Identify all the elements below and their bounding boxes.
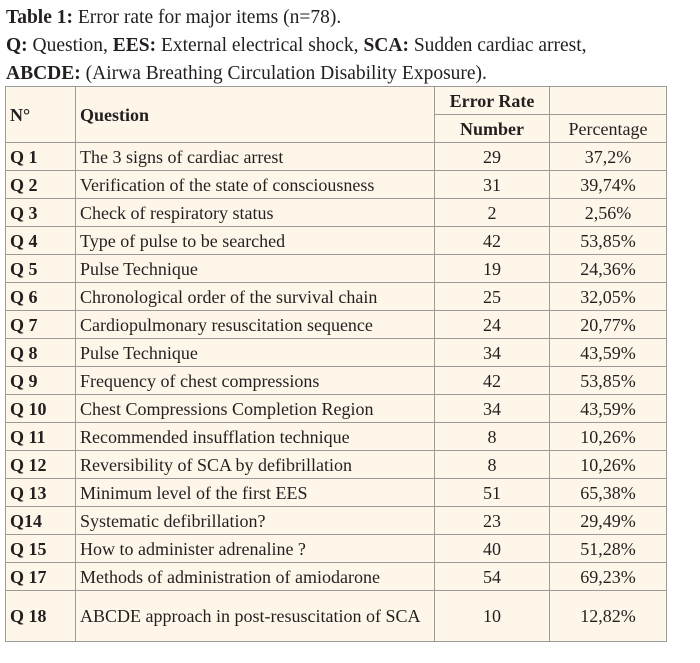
- row-number: 10: [435, 591, 550, 642]
- table-header: [6, 87, 667, 143]
- caption-abbr: Q:: [6, 35, 28, 56]
- header-no: N°: [6, 87, 76, 143]
- table-row: [6, 367, 667, 395]
- row-number: 25: [435, 283, 550, 311]
- row-percentage: 10,26%: [550, 451, 667, 479]
- table-row: [6, 479, 667, 507]
- row-number: 34: [435, 339, 550, 367]
- table-row: [6, 535, 667, 563]
- row-percentage: 29,49%: [550, 507, 667, 535]
- header-number: Number: [435, 115, 550, 143]
- row-question: Methods of administration of amiodarone: [76, 563, 435, 591]
- row-question: ABCDE approach in post-resuscitation of SCA: [76, 591, 435, 642]
- row-id: Q 17: [6, 563, 76, 591]
- caption-abbr: EES:: [112, 35, 157, 56]
- row-percentage: 39,74%: [550, 171, 667, 199]
- row-id: Q 8: [6, 339, 76, 367]
- row-id: Q 2: [6, 171, 76, 199]
- row-percentage: 24,36%: [550, 255, 667, 283]
- row-id: Q14: [6, 507, 76, 535]
- row-question: Systematic defibrillation?: [76, 507, 435, 535]
- table-row: [6, 563, 667, 591]
- row-id: Q 7: [6, 311, 76, 339]
- row-percentage: 53,85%: [550, 367, 667, 395]
- table-row: [6, 143, 667, 171]
- caption-abbr-def: Question,: [27, 35, 113, 56]
- error-rate-table: [5, 86, 667, 642]
- row-number: 51: [435, 479, 550, 507]
- row-number: 54: [435, 563, 550, 591]
- row-question: Check of respiratory status: [76, 199, 435, 227]
- row-id: Q 3: [6, 199, 76, 227]
- row-number: 34: [435, 395, 550, 423]
- caption-line-2: [6, 32, 696, 60]
- row-number: 42: [435, 367, 550, 395]
- row-question: Verification of the state of consciousness: [76, 171, 435, 199]
- row-percentage: 65,38%: [550, 479, 667, 507]
- row-id: Q 4: [6, 227, 76, 255]
- row-number: 29: [435, 143, 550, 171]
- row-percentage: 43,59%: [550, 339, 667, 367]
- row-percentage: 43,59%: [550, 395, 667, 423]
- header-empty: [550, 87, 667, 115]
- row-percentage: 53,85%: [550, 227, 667, 255]
- header-error-rate: Error Rate: [435, 87, 550, 115]
- row-id: Q 10: [6, 395, 76, 423]
- row-id: Q 11: [6, 423, 76, 451]
- row-question: The 3 signs of cardiac arrest: [76, 143, 435, 171]
- caption-title: Error rate for major items (n=78).: [73, 7, 342, 28]
- row-number: 2: [435, 199, 550, 227]
- row-question: Chest Compressions Completion Region: [76, 395, 435, 423]
- row-number: 19: [435, 255, 550, 283]
- row-percentage: 10,26%: [550, 423, 667, 451]
- table-caption: [6, 4, 696, 88]
- row-question: Pulse Technique: [76, 255, 435, 283]
- row-question: Cardiopulmonary resuscitation sequence: [76, 311, 435, 339]
- row-number: 40: [435, 535, 550, 563]
- row-id: Q 5: [6, 255, 76, 283]
- table-row: [6, 171, 667, 199]
- row-question: How to administer adrenaline ?: [76, 535, 435, 563]
- row-question: Minimum level of the first EES: [76, 479, 435, 507]
- row-number: 24: [435, 311, 550, 339]
- table-row: [6, 339, 667, 367]
- table-row: [6, 395, 667, 423]
- row-percentage: 51,28%: [550, 535, 667, 563]
- table-row: [6, 311, 667, 339]
- row-percentage: 2,56%: [550, 199, 667, 227]
- caption-abbr-def: External electrical shock,: [156, 35, 364, 56]
- table-row: [6, 227, 667, 255]
- table-row: [6, 507, 667, 535]
- row-percentage: 20,77%: [550, 311, 667, 339]
- table-row: [6, 451, 667, 479]
- row-question: Reversibility of SCA by defibrillation: [76, 451, 435, 479]
- row-id: Q 18: [6, 591, 76, 642]
- caption-table-label: Table 1:: [6, 7, 74, 28]
- caption-line-3: [6, 60, 696, 88]
- table-row: [6, 423, 667, 451]
- row-question: Type of pulse to be searched: [76, 227, 435, 255]
- row-number: 31: [435, 171, 550, 199]
- header-row: [6, 87, 667, 115]
- caption-abbr: SCA:: [363, 35, 409, 56]
- table-row: [6, 255, 667, 283]
- caption-abbr: ABCDE:: [6, 63, 81, 84]
- row-question: Pulse Technique: [76, 339, 435, 367]
- row-question: Frequency of chest compressions: [76, 367, 435, 395]
- row-number: 42: [435, 227, 550, 255]
- row-percentage: 37,2%: [550, 143, 667, 171]
- row-number: 8: [435, 451, 550, 479]
- table-body: [6, 143, 667, 642]
- row-id: Q 6: [6, 283, 76, 311]
- table-row: [6, 591, 667, 642]
- header-percentage: Percentage: [550, 115, 667, 143]
- row-id: Q 9: [6, 367, 76, 395]
- row-percentage: 12,82%: [550, 591, 667, 642]
- table-row: [6, 199, 667, 227]
- row-percentage: 32,05%: [550, 283, 667, 311]
- table-row: [6, 283, 667, 311]
- row-question: Recommended insufflation technique: [76, 423, 435, 451]
- header-question: Question: [76, 87, 435, 143]
- caption-line-1: [6, 4, 696, 32]
- row-question: Chronological order of the survival chain: [76, 283, 435, 311]
- caption-abbr-def: (Airwa Breathing Circulation Disability Exposure).: [80, 63, 487, 84]
- row-id: Q 12: [6, 451, 76, 479]
- row-id: Q 13: [6, 479, 76, 507]
- caption-abbr-def: Sudden cardiac arrest,: [408, 35, 587, 56]
- row-id: Q 1: [6, 143, 76, 171]
- row-percentage: 69,23%: [550, 563, 667, 591]
- row-id: Q 15: [6, 535, 76, 563]
- row-number: 8: [435, 423, 550, 451]
- row-number: 23: [435, 507, 550, 535]
